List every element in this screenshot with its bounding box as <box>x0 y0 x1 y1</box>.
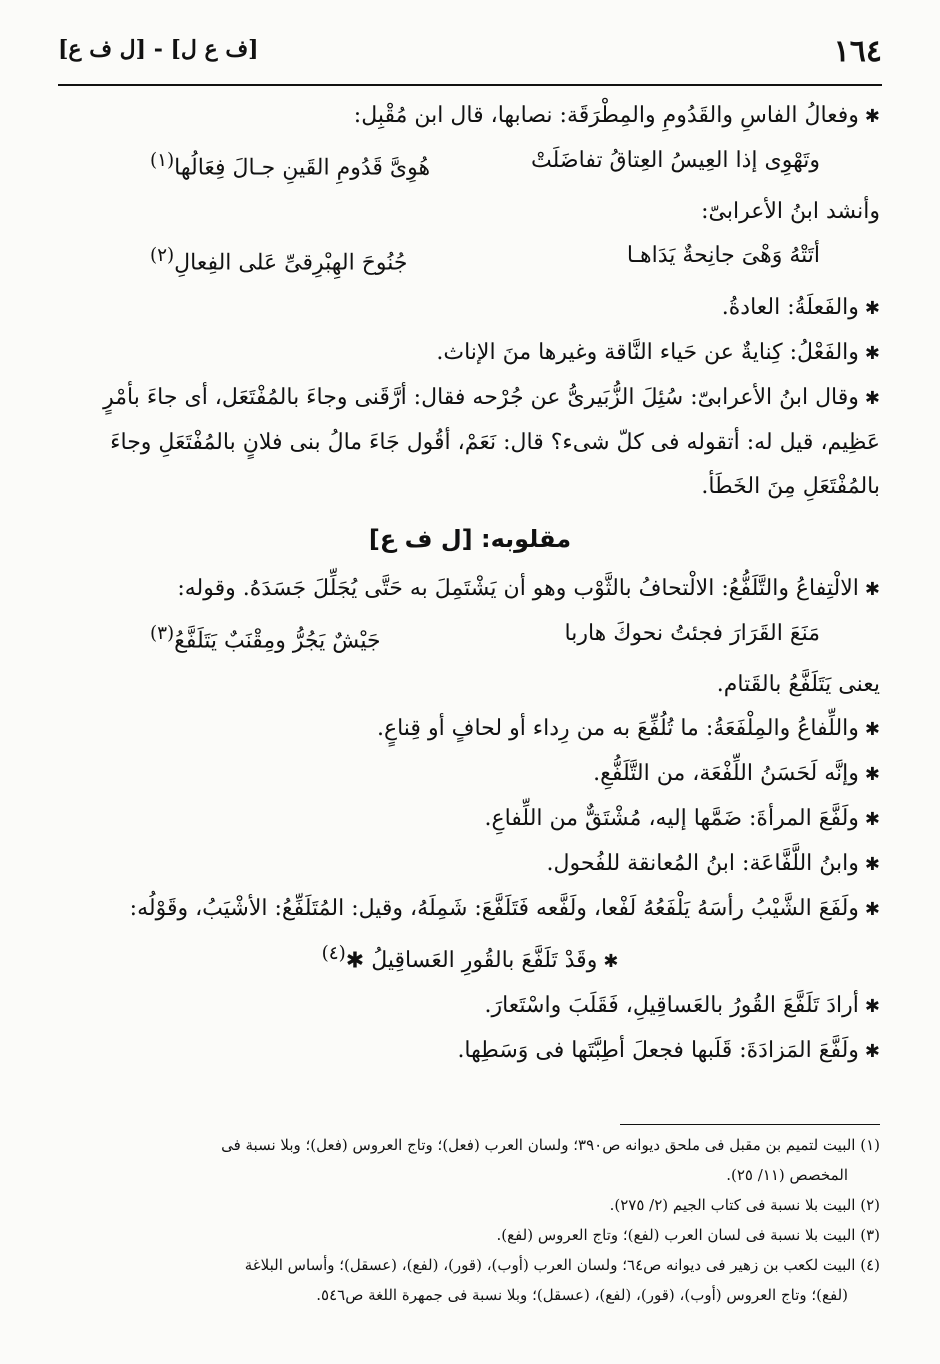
footnote-ref: (٤) <box>321 942 346 964</box>
footnote: (٢) البيت بلا نسبة فى كتاب الجيم (٢/ ٢٧٥). <box>609 1196 880 1214</box>
footnote-ref: (١) <box>150 150 175 171</box>
verse-second-hemistich <box>150 234 408 285</box>
header-rule <box>58 84 882 86</box>
poem-verse <box>60 612 880 663</box>
entry-paragraph: ✱ ولَفَعَ الشَّيْبُ رأسَهُ يَلْفَعُهُ لَفْعا، ولَفَّعه فَتَلَفَّعَ: شَمِلَهُ، وقيل: المُتَلَفِّعُ: الأشْيَبُ، وقَوْلُه: <box>60 887 880 932</box>
footnote-ref: (٣) <box>150 622 175 644</box>
verse-quote: ✱ وقَدْ تَلَفَّعَ بالقُورِ العَساقِيلُ <box>371 948 618 973</box>
page-number: ١٦٤ <box>833 34 882 69</box>
entry-paragraph: ✱ والفَعلَةُ: العادةُ. <box>60 286 880 331</box>
verse-text: جَيْشٌ يَجُرُّ ومِقْنَبٌ يَتَلَفَّعُ <box>174 627 381 653</box>
verse-first-hemistich: مَنَعَ القَرَارَ فجئتُ نحوكَ هاربا <box>564 620 820 646</box>
entry-paragraph: ✱ وقال ابنُ الأعرابىّ: سُئِلَ الزُّبَيرىُّ عن جُرْحه فقال: أرَّقَنى وجاءَ بالمُفْتَعَل، أى جاءَ بأمْرٍ عَظِيم، قيل له: أتقوله فى كلّ شىء؟ قال: نَعَمْ، أقُول جَاءَ مالُ بنى فلانٍ بالمُفْتَعَلِ وجاءَ بالمُفْتَعَلِ مِنَ الخَطَأ. <box>60 376 880 509</box>
entry-paragraph: ✱ وفعالُ الفاسِ والقَدُومِ والمِطْرَقَة: نصابها، قال ابن مُقْبِل: <box>60 94 880 139</box>
verse-first-hemistich: وتَهْوِى إذا العِيسُ العِتاقُ تفاضَلَتْ <box>531 148 820 173</box>
footnotes <box>60 1130 880 1310</box>
main-text <box>60 94 880 1074</box>
verse-second-hemistich <box>150 139 430 190</box>
footnote-continuation: المخصص (١١/ ٢٥). <box>726 1166 848 1184</box>
entry-paragraph: ✱ ولَفَّعَ المرأةَ: ضَمَّها إليه، مُشْتَقٌّ من اللِّفاعِ. <box>60 797 880 842</box>
verse-text: جُنُوحَ الهِبْرِقىِّ عَلى الفِعالِ <box>174 250 408 276</box>
entry-paragraph: ✱ ولَفَّعَ المَزادَةَ: قَلَبها فجعلَ أطِبَّتَها فى وَسَطِها. <box>60 1029 880 1074</box>
entry-paragraph: ✱ وابنُ اللَّفَّاعَة: ابنُ المُعانقة للفُحول. <box>60 842 880 887</box>
footnote: (٣) البيت بلا نسبة فى لسان العرب (لفع)؛ وتاج العروس (لفع). <box>496 1226 880 1244</box>
entry-paragraph: وأنشد ابنُ الأعرابىّ: <box>701 199 880 225</box>
page-header <box>58 30 882 76</box>
footnote-rule <box>620 1124 880 1125</box>
entry-paragraph: ✱ الالْتِفاعُ والتَّلَفُّعُ: الالْتحافُ بالثَّوْب وهو أن يَشْتَمِلَ به حَتَّى يُجَلِّلَ جَسَدَهُ. وقوله: <box>60 567 880 612</box>
poem-verse <box>60 234 880 285</box>
running-head: [ف ع ل] - [ل ف ع] <box>58 36 259 62</box>
entry-paragraph: ✱ أرادَ تَلَفَّعَ القُورُ بالعَساقِيلِ، فَقَلَبَ واسْتَعارَ. <box>60 984 880 1029</box>
footnote: (١) البيت لتميم بن مقبل فى ملحق ديوانه ص٣٩٠؛ ولسان العرب (فعل)؛ وتاج العروس (فعل)؛ وبلا نسبة فى <box>221 1136 880 1154</box>
entry-paragraph: يعنى يَتَلَفَّعُ بالقَتام. <box>716 671 880 697</box>
poem-verse <box>60 139 880 190</box>
footnote-ref: (٢) <box>150 245 175 267</box>
verse-second-hemistich <box>150 612 381 663</box>
entry-paragraph: ✱ والفَعْلُ: كِنايةٌ عن حَياء النَّاقة وغيرها منَ الإناث. <box>60 331 880 376</box>
quoted-verse: ✱ وقَدْ تَلَفَّعَ بالقُورِ العَساقِيلُ ✱$^{(٤)}$ <box>60 932 880 984</box>
entry-paragraph: ✱ وإنَّه لَحَسَنُ اللِّفْعَة، من التَّلَفُّعِ. <box>60 752 880 797</box>
verse-text: هُوِىَّ قَدُومِ القَينِ جـالَ فِعَالُها <box>174 155 431 181</box>
verse-first-hemistich: أتَتْهُ وَهْىَ جانِحةٌ يَدَاهـا <box>626 243 820 269</box>
entry-paragraph: ✱ واللِّفاعُ والمِلْفَعَةُ: ما تُلُفِّعَ به من رِداء أو لحافٍ أو قِناعٍ. <box>60 707 880 752</box>
footnote: (٤) البيت لكعب بن زهير فى ديوانه ص٦٤؛ ولسان العرب (أوب)، (قور)، (لفع)، (عسقل)؛ وأساس البلاغة <box>244 1256 880 1274</box>
section-title: مقلوبه: [ل ف ع] <box>368 524 572 553</box>
footnote-continuation: (لفع)؛ وتاج العروس (أوب)، (قور)، (لفع)، (عسقل)؛ وبلا نسبة فى جمهرة اللغة ص٥٤٦. <box>316 1286 848 1304</box>
